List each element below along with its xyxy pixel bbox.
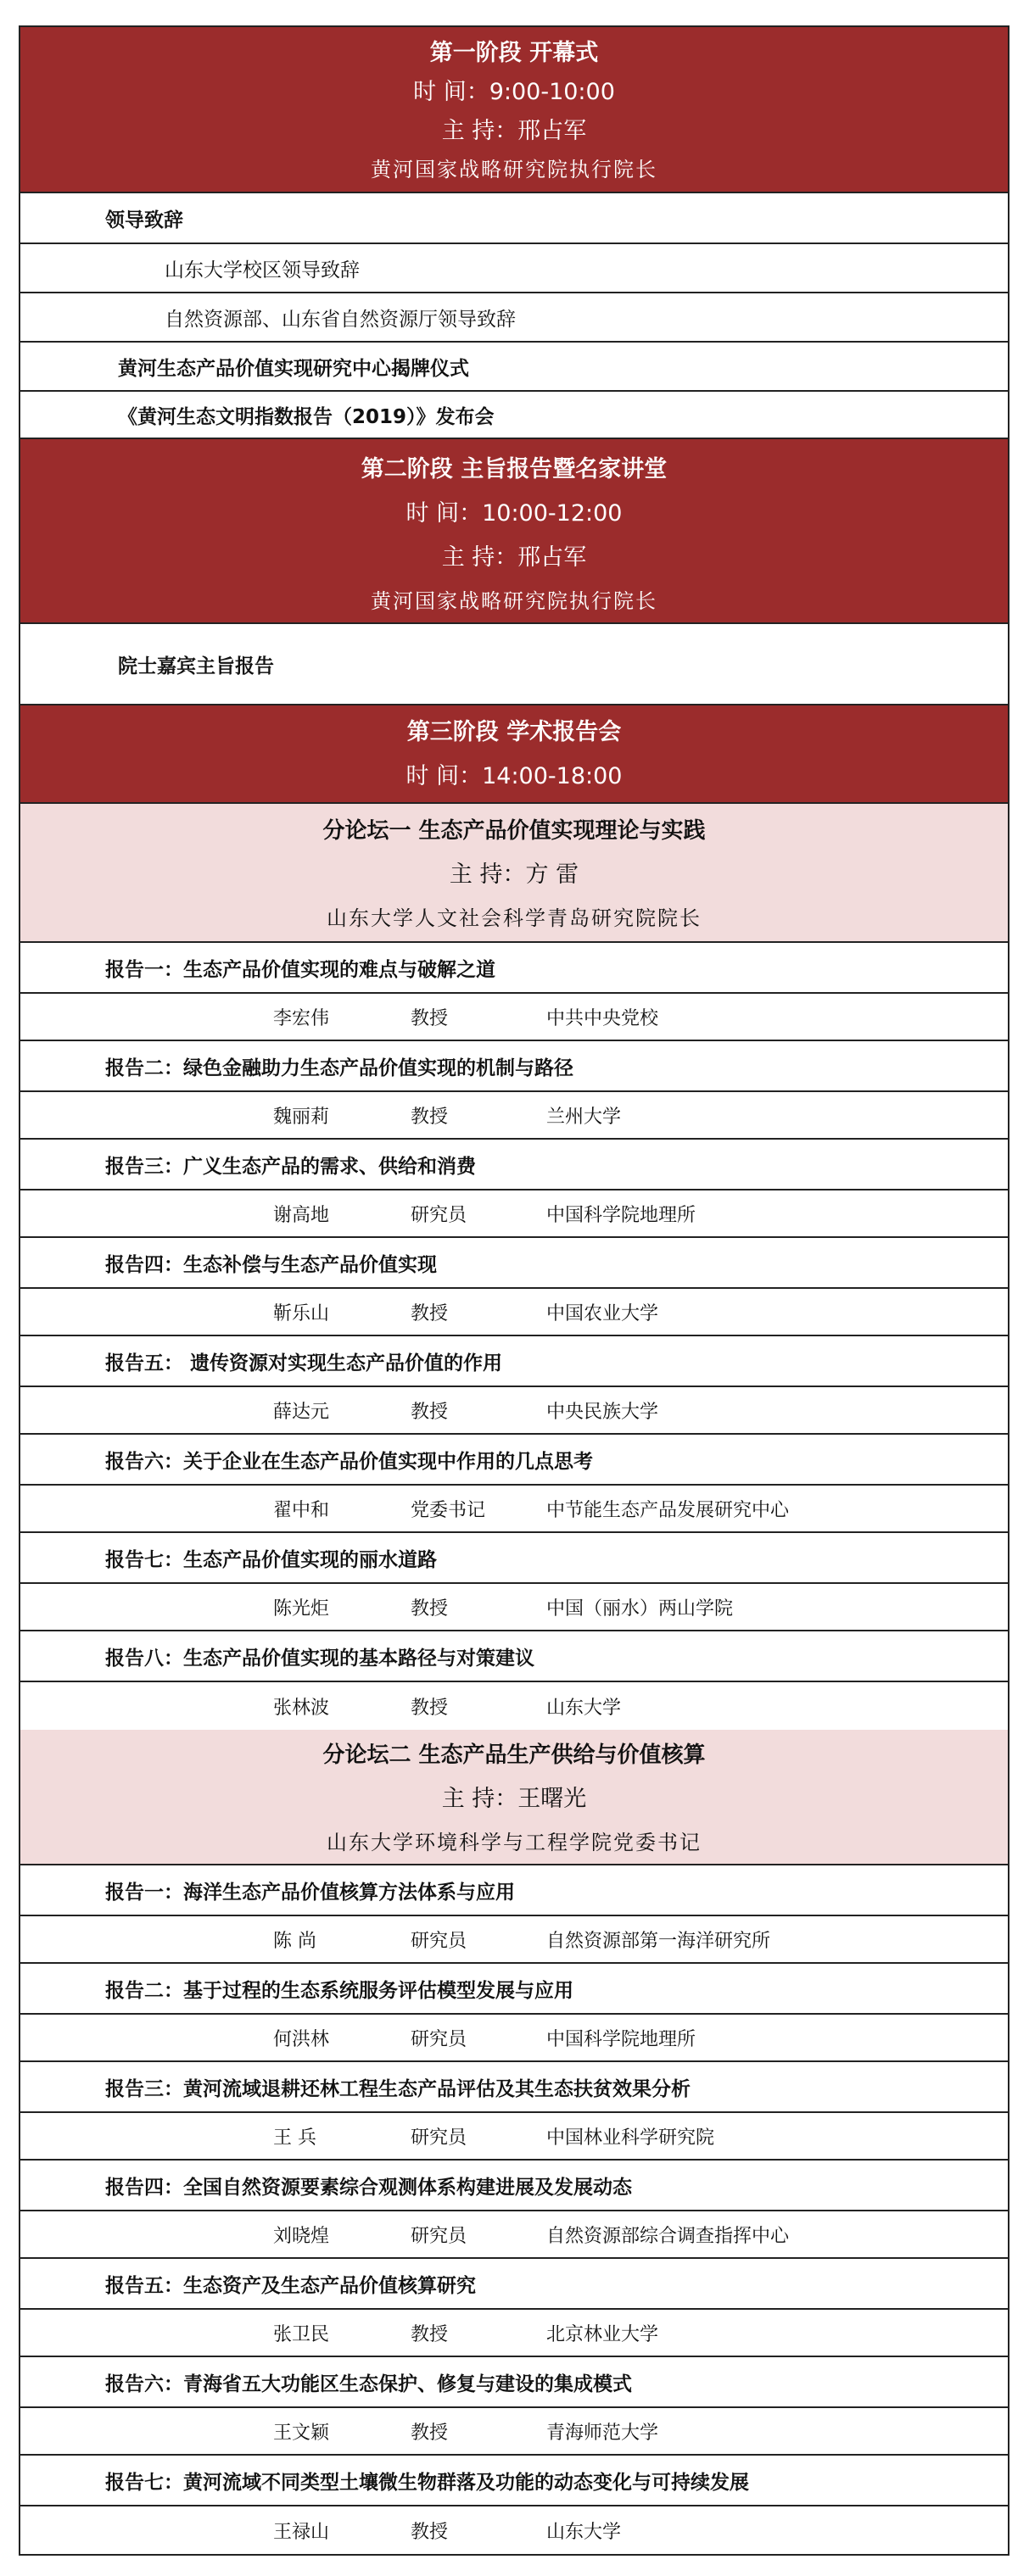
report-title-row (20, 1238, 1008, 1289)
report-title-row (20, 1533, 1008, 1584)
speaker-org: 北京林业大学 (546, 2323, 659, 2345)
opening-item-text: 领导致辞 (105, 209, 183, 231)
speaker-position: 教授 (411, 2323, 449, 2345)
speaker-position: 教授 (411, 2521, 449, 2543)
forum-host: 主 持：方 雷 (449, 861, 579, 888)
report-title-row (20, 2456, 1008, 2506)
keynote-item-text: 院士嘉宾主旨报告 (118, 655, 274, 677)
speaker-position: 研究员 (411, 2127, 467, 2149)
speaker-position: 教授 (411, 1597, 449, 1620)
speaker-org: 中节能生态产品发展研究中心 (546, 1499, 790, 1521)
speaker-position: 教授 (411, 1302, 449, 1324)
report-title-row (20, 2161, 1008, 2211)
report-title-row (20, 1865, 1008, 1916)
opening-item-text: 自然资源部、山东省自然资源厅领导致辞 (165, 308, 516, 331)
report-title-row (20, 1435, 1008, 1486)
report-speaker-row (20, 1387, 1008, 1435)
speaker-org: 自然资源部综合调查指挥中心 (546, 2225, 790, 2247)
stage-2-header (20, 439, 1008, 624)
report-speaker-row (20, 1190, 1008, 1238)
report-title-row (20, 2062, 1008, 2113)
report-title: 报告二：绿色金融助力生态产品价值实现的机制与路径 (105, 1057, 573, 1079)
speaker-name: 张林波 (273, 1697, 330, 1719)
report-title-row (20, 1964, 1008, 2015)
report-title: 报告四：全国自然资源要素综合观测体系构建进展及发展动态 (105, 2176, 632, 2199)
speaker-name: 王禄山 (273, 2521, 330, 2543)
report-title: 报告七：黄河流域不同类型土壤微生物群落及功能的动态变化与可持续发展 (105, 2471, 749, 2494)
report-title-row (20, 1140, 1008, 1190)
report-title: 报告六：关于企业在生态产品价值实现中作用的几点思考 (105, 1450, 593, 1473)
report-title: 报告八：生态产品价值实现的基本路径与对策建议 (105, 1647, 534, 1670)
report-title: 报告五：生态资产及生态产品价值核算研究 (105, 2274, 476, 2297)
forum-host-role: 山东大学环境科学与工程学院党委书记 (327, 1831, 702, 1854)
speaker-name: 魏丽莉 (273, 1106, 330, 1128)
forum-host: 主 持：王曙光 (441, 1786, 587, 1812)
speaker-position: 教授 (411, 1007, 449, 1029)
report-title-row (20, 943, 1008, 994)
forum-2-reports (20, 1865, 1008, 2554)
opening-item-text: 《黄河生态文明指数报告（2019）》发布会 (118, 405, 495, 428)
opening-item-text: 山东大学校区领导致辞 (165, 259, 360, 282)
forum-2-header (20, 1730, 1008, 1865)
report-speaker-row (20, 1486, 1008, 1533)
report-speaker-row (20, 1289, 1008, 1336)
report-title: 报告六：青海省五大功能区生态保护、修复与建设的集成模式 (105, 2372, 632, 2395)
report-title: 报告二：基于过程的生态系统服务评估模型发展与应用 (105, 1979, 573, 2002)
report-title: 报告一：生态产品价值实现的难点与破解之道 (105, 958, 495, 981)
stage-title: 第三阶段 学术报告会 (406, 719, 622, 745)
speaker-org: 自然资源部第一海洋研究所 (546, 1930, 771, 1952)
report-speaker-row (20, 1916, 1008, 1964)
keynote-item (20, 624, 1008, 705)
forum-1-header (20, 804, 1008, 943)
speaker-position: 党委书记 (411, 1499, 486, 1521)
forum-title: 分论坛一 生态产品价值实现理论与实践 (322, 818, 706, 844)
opening-item (20, 343, 1008, 392)
speaker-name: 王文颖 (273, 2422, 330, 2444)
opening-subitem (20, 293, 1008, 343)
report-title: 报告三：广义生态产品的需求、供给和消费 (105, 1155, 476, 1178)
report-title: 报告一：海洋生态产品价值核算方法体系与应用 (105, 1881, 515, 1904)
stage-time: 时 间：9:00-10:00 (413, 79, 615, 105)
speaker-name: 何洪林 (273, 2028, 330, 2050)
speaker-org: 山东大学 (546, 1697, 622, 1719)
report-speaker-row (20, 2408, 1008, 2456)
forum-title: 分论坛二 生态产品生产供给与价值核算 (322, 1742, 706, 1768)
report-speaker-row (20, 1092, 1008, 1140)
report-title-row (20, 2357, 1008, 2408)
report-title: 报告五： 遗传资源对实现生态产品价值的作用 (105, 1352, 503, 1374)
report-title-row (20, 1041, 1008, 1092)
speaker-name: 王 兵 (273, 2127, 316, 2149)
report-speaker-row (20, 2015, 1008, 2062)
forum-host-role: 山东大学人文社会科学青岛研究院院长 (327, 906, 702, 930)
report-title-row (20, 1631, 1008, 1682)
stage-title: 第二阶段 主旨报告暨名家讲堂 (361, 456, 668, 482)
report-title-row (20, 2259, 1008, 2310)
speaker-org: 中国农业大学 (546, 1302, 659, 1324)
speaker-name: 李宏伟 (273, 1007, 330, 1029)
stage-1-header (20, 27, 1008, 193)
forum-1-reports (20, 943, 1008, 1730)
report-speaker-row (20, 2506, 1008, 2554)
report-title: 报告七：生态产品价值实现的丽水道路 (105, 1548, 437, 1571)
speaker-org: 中国科学院地理所 (546, 2028, 696, 2050)
speaker-name: 谢高地 (273, 1204, 330, 1226)
speaker-org: 青海师范大学 (546, 2422, 659, 2444)
report-speaker-row (20, 2211, 1008, 2259)
speaker-position: 研究员 (411, 2225, 467, 2247)
speaker-position: 教授 (411, 2422, 449, 2444)
speaker-name: 陈 尚 (273, 1930, 316, 1952)
stage-host: 主 持：邢占军 (441, 118, 587, 144)
stage-host-role: 黄河国家战略研究院执行院长 (371, 158, 657, 181)
opening-item-text: 黄河生态产品价值实现研究中心揭牌仪式 (118, 357, 469, 380)
speaker-position: 教授 (411, 1106, 449, 1128)
stage-host: 主 持：邢占军 (441, 544, 587, 571)
report-speaker-row (20, 1682, 1008, 1730)
speaker-org: 中国林业科学研究院 (546, 2127, 715, 2149)
opening-subitem (20, 244, 1008, 293)
report-speaker-row (20, 2113, 1008, 2161)
report-title: 报告三：黄河流域退耕还林工程生态产品评估及其生态扶贫效果分析 (105, 2077, 691, 2100)
report-speaker-row (20, 994, 1008, 1041)
speaker-position: 教授 (411, 1401, 449, 1423)
speaker-position: 教授 (411, 1697, 449, 1719)
speaker-org: 中央民族大学 (546, 1401, 659, 1423)
speaker-name: 翟中和 (273, 1499, 330, 1521)
speaker-org: 中国（丽水）两山学院 (546, 1597, 734, 1620)
speaker-position: 研究员 (411, 2028, 467, 2050)
speaker-org: 山东大学 (546, 2521, 622, 2543)
stage-time: 时 间：10:00-12:00 (405, 500, 623, 527)
stage-3-header (20, 705, 1008, 804)
stage-time: 时 间：14:00-18:00 (405, 763, 623, 789)
stage-title: 第一阶段 开幕式 (429, 40, 599, 66)
report-speaker-row (20, 1584, 1008, 1631)
report-speaker-row (20, 2310, 1008, 2357)
speaker-name: 薛达元 (273, 1401, 330, 1423)
speaker-position: 研究员 (411, 1204, 467, 1226)
agenda-table (19, 25, 1009, 2556)
speaker-name: 刘晓煌 (273, 2225, 330, 2247)
opening-item (20, 392, 1008, 439)
speaker-name: 靳乐山 (273, 1302, 330, 1324)
report-title: 报告四：生态补偿与生态产品价值实现 (105, 1253, 437, 1276)
opening-item (20, 193, 1008, 244)
stage-host-role: 黄河国家战略研究院执行院长 (371, 589, 657, 613)
speaker-position: 研究员 (411, 1930, 467, 1952)
speaker-org: 中共中央党校 (546, 1007, 659, 1029)
speaker-name: 张卫民 (273, 2323, 330, 2345)
speaker-org: 兰州大学 (546, 1106, 622, 1128)
speaker-org: 中国科学院地理所 (546, 1204, 696, 1226)
report-title-row (20, 1336, 1008, 1387)
speaker-name: 陈光炬 (273, 1597, 330, 1620)
